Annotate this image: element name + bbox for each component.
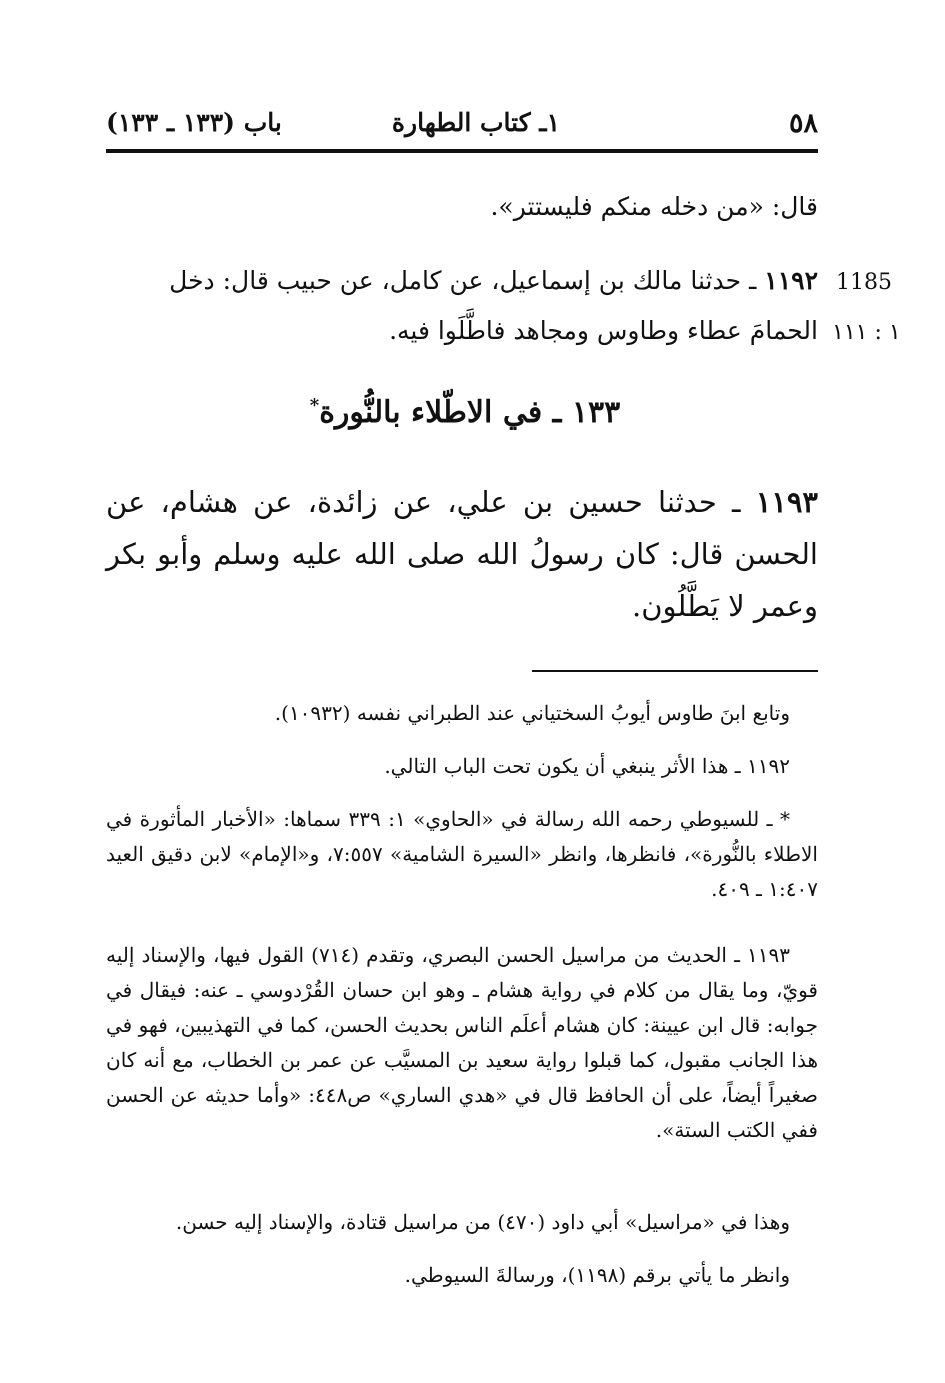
footnote-1192: ١١٩٢ ـ هذا الأثر ينبغي أن يكون تحت الباب التالي.	[384, 754, 790, 778]
footnote-1: وتابع ابنَ طاوس أيوبُ السختياني عند الطبراني نفسه (١٠٩٣٢).	[274, 701, 790, 725]
header-rule	[106, 149, 818, 153]
footnote-see-also: وانظر ما يأتي برقم (١١٩٨)، ورسالةَ السيوطي.	[404, 1263, 790, 1287]
hadith-1193	[106, 476, 818, 632]
hadith-1192-line2: الحمامَ عطاء وطاوس ومجاهد فاطَّلَوا فيه.	[389, 316, 818, 345]
heading-text: ١٣٣ ـ في الاطّلاء بالنُّورة	[319, 395, 621, 430]
book-title: ١ـ كتاب الطهارة	[391, 108, 561, 137]
footnote-abu-dawud: وهذا في «مراسيل» أبي داود (٤٧٠) من مراسيل قتادة، والإسناد إليه حسن.	[175, 1210, 790, 1234]
footnote-star: * ـ للسيوطي رحمه الله رسالة في «الحاوي» ١: ٣٣٩ سماها: «الأخبار المأثورة في الاطلاء بالنُّورة»، فانظرها، وانظر «السيرة الشامية» ٧:٥٥٧، و«الإمام» لابن دقيق العيد ١:٤٠٧ ـ ٤٠٩.	[106, 807, 818, 901]
opening-line: قال: «من دخله منكم فليستتر».	[490, 192, 818, 221]
margin-reference: 1185	[836, 270, 892, 295]
section-heading	[300, 395, 630, 430]
running-header	[106, 108, 818, 148]
footnote-1193: ١١٩٣ ـ الحديث من مراسيل الحسن البصري، وتقدم (٧١٤) القول فيها، والإسناد إليه قويّ، وما يقال من كلام في رواية هشام ـ وهو ابن حسان القُرْدوسي ـ عنه: فيقال في جوابه: قال ابن عيينة: كان هشام أعلَم الناس بحديث الحسن، كما في التهذيبين، فهو في هذا الجانب مقبول، كما قبلوا رواية سعيد بن المسيَّب عن عمر بن الخطاب، مع أنه كان صغيراً أيضاً، على أن الحافظ قال في «هدي الساري» ص٤٤٨: «وأما حديثه عن الحسن ففي الكتب الستة».	[106, 943, 818, 1142]
page-number: ٥٨	[788, 108, 818, 139]
hadith-text: ـ حدثنا مالك بن إسماعيل، عن كامل، عن حبيب قال: دخل	[169, 266, 757, 295]
hadith-number: ١١٩٣	[755, 485, 818, 519]
heading-footnote-mark: *	[309, 395, 320, 416]
hadith-number: ١١٩٢	[764, 266, 818, 295]
hadith-text: ـ حدثنا حسين بن علي، عن زائدة، عن هشام، عن الحسن قال: كان رسولُ الله صلى الله عليه وسلم وأبو بكر وعمر لا يَطَّلُون.	[106, 485, 818, 623]
footnote-separator	[532, 670, 818, 672]
margin-volume-page: ١ : ١١١	[832, 320, 901, 345]
hadith-1192-line1	[169, 266, 818, 295]
chapter-range: باب (١٣٣ ـ ١٣٣)	[106, 108, 282, 137]
